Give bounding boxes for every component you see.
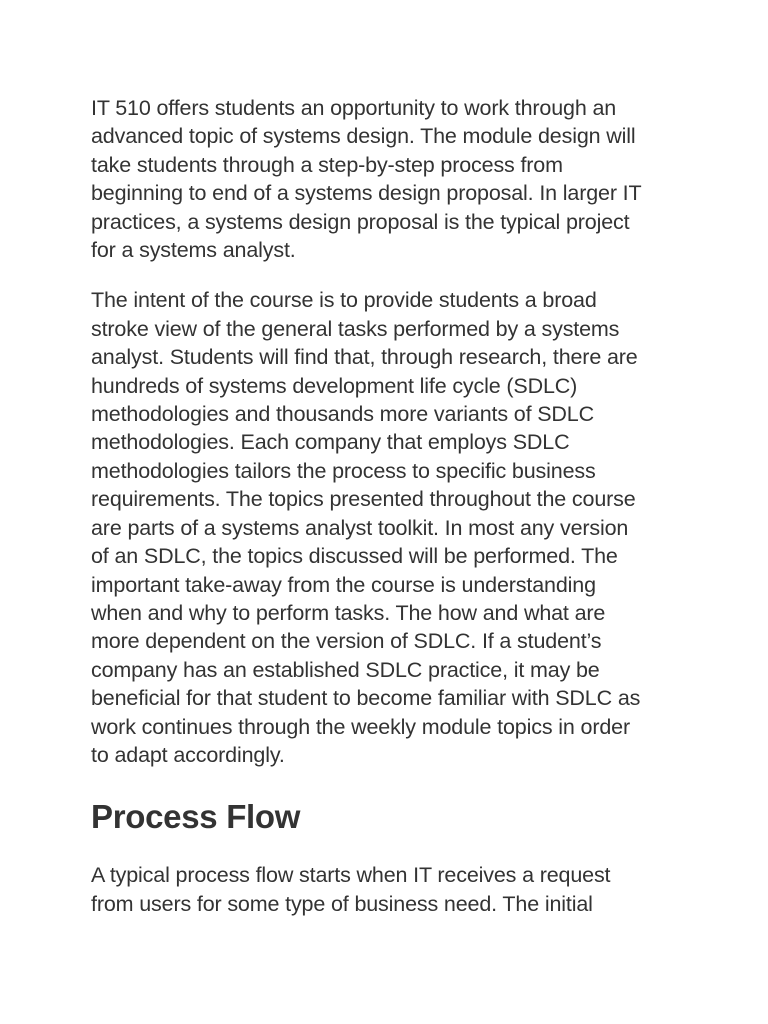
text-line: A typical process flow starts when IT receives a request — [91, 863, 611, 888]
text-line: beneficial for that student to become familiar with SDLC as — [91, 686, 641, 711]
text-line: are parts of a systems analyst toolkit. In most any version — [91, 515, 629, 540]
text-line: hundreds of systems development life cycle (SDLC) — [91, 373, 578, 398]
text-line: requirements. The topics presented throughout the course — [91, 487, 636, 512]
text-line: IT 510 offers students an opportunity to work through an — [91, 96, 617, 120]
text-line: work continues through the weekly module topics in order — [91, 714, 630, 739]
text-line: analyst. Students will find that, through research, there are — [91, 345, 638, 370]
text-line: beginning to end of a systems design proposal. In larger IT — [91, 181, 642, 206]
text-line: company has an established SDLC practice, it may be — [91, 657, 600, 682]
text-line: to adapt accordingly. — [91, 742, 285, 767]
text-line: methodologies. Each company that employs SDLC — [91, 430, 570, 455]
text-line: from users for some type of business need. The initial — [91, 891, 593, 916]
text-line: practices, a systems design proposal is the typical project — [91, 209, 630, 234]
text-line: of an SDLC, the topics discussed will be performed. The — [91, 544, 618, 569]
text-line: when and why to perform tasks. The how and what are — [91, 600, 606, 625]
section-heading: Process Flow — [91, 798, 301, 836]
text-line: advanced topic of systems design. The module design will — [91, 124, 636, 149]
text-line: for a systems analyst. — [91, 238, 296, 263]
text-line: more dependent on the version of SDLC. If a student’s — [91, 629, 602, 654]
paragraph-course-intent — [91, 286, 691, 769]
paragraph-intro — [91, 94, 691, 264]
text-line: methodologies and thousands more variants of SDLC — [91, 402, 594, 427]
text-line: stroke view of the general tasks performed by a systems — [91, 316, 620, 341]
text-line: The intent of the course is to provide students a broad — [91, 288, 597, 313]
text-line: important take-away from the course is understanding — [91, 572, 596, 597]
document-page — [91, 94, 691, 918]
paragraph-process-flow — [91, 861, 691, 918]
text-line: take students through a step-by-step process from — [91, 152, 563, 177]
text-line: methodologies tailors the process to specific business — [91, 458, 596, 483]
